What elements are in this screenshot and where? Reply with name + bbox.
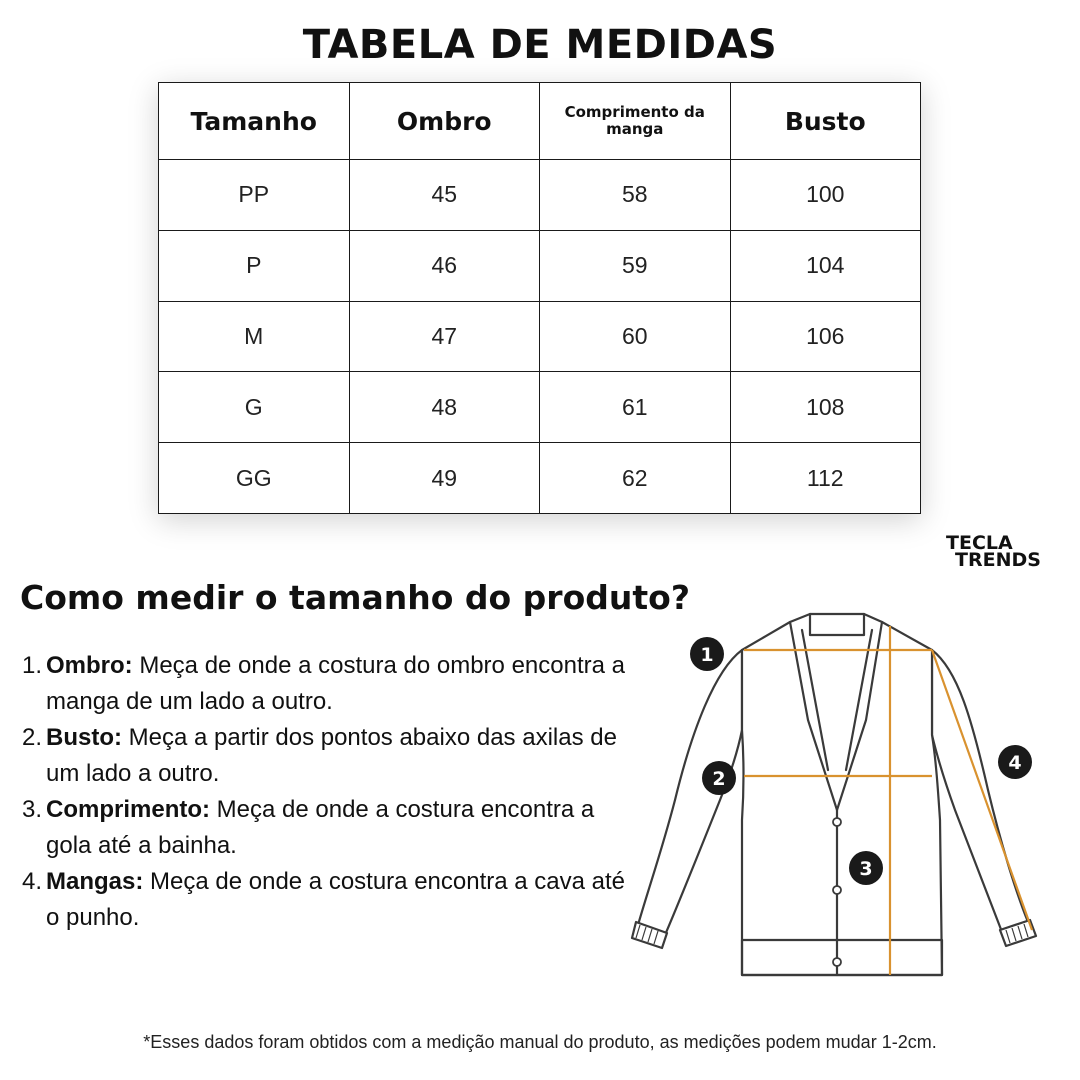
step-term: Ombro: [46,652,133,679]
header-comprimento-manga: Comprimento da manga [540,83,731,160]
table-row [159,160,921,231]
table-cell: 45 [349,160,540,231]
step-text: Meça a partir dos pontos abaixo das axilas de um lado a outro. [46,724,617,787]
table-row [159,301,921,372]
step-text: Meça de onde a costura encontra a gola até a bainha. [46,796,595,859]
table-cell: P [159,230,350,301]
list-item [0,864,640,936]
step-number: 4. [22,868,43,895]
size-table-container [158,82,921,514]
step-term: Mangas: [46,868,144,895]
table-cell: 104 [730,230,921,301]
measurement-steps [0,648,640,936]
marker-2-label: 2 [712,768,726,790]
list-item [0,648,640,720]
step-text: Meça de onde a costura do ombro encontra a manga de um lado a outro. [46,652,625,715]
button-icon [833,886,841,894]
table-cell: 58 [540,160,731,231]
table-cell: 61 [540,372,731,443]
header-tamanho: Tamanho [159,83,350,160]
step-term: Comprimento: [46,796,210,823]
size-table [158,82,921,514]
button-icon [833,958,841,966]
step-number: 3. [22,796,43,823]
table-cell: G [159,372,350,443]
table-cell: PP [159,160,350,231]
brand-logo [945,532,1055,571]
table-cell: 62 [540,443,731,514]
table-cell: 49 [349,443,540,514]
table-cell: GG [159,443,350,514]
table-cell: 47 [349,301,540,372]
brand-logo-line1: TECLA [946,532,1013,554]
brand-logo-line2: TRENDS [955,549,1041,571]
table-header-row [159,83,921,160]
header-ombro: Ombro [349,83,540,160]
table-cell: 100 [730,160,921,231]
table-row [159,443,921,514]
footnote: *Esses dados foram obtidos com a medição manual do produto, as medições podem mudar 1-2cm. [143,1032,937,1052]
table-row [159,372,921,443]
step-number: 2. [22,724,43,751]
button-icon [833,818,841,826]
table-cell: 112 [730,443,921,514]
marker-3-label: 3 [859,858,873,880]
table-cell: 48 [349,372,540,443]
marker-1-label: 1 [700,644,714,666]
table-row [159,230,921,301]
step-text: Meça de onde a costura encontra a cava até o punho. [46,868,625,931]
table-cell: 60 [540,301,731,372]
list-item [0,792,640,864]
section-heading: Como medir o tamanho do produto? [20,578,690,617]
table-cell: 46 [349,230,540,301]
step-number: 1. [22,652,43,679]
table-cell: 106 [730,301,921,372]
list-item [0,720,640,792]
header-busto: Busto [730,83,921,160]
table-cell: M [159,301,350,372]
step-term: Busto: [46,724,122,751]
marker-4-label: 4 [1008,752,1022,774]
page-title: TABELA DE MEDIDAS [302,22,778,68]
cardigan-diagram [620,600,1060,990]
table-cell: 59 [540,230,731,301]
table-cell: 108 [730,372,921,443]
